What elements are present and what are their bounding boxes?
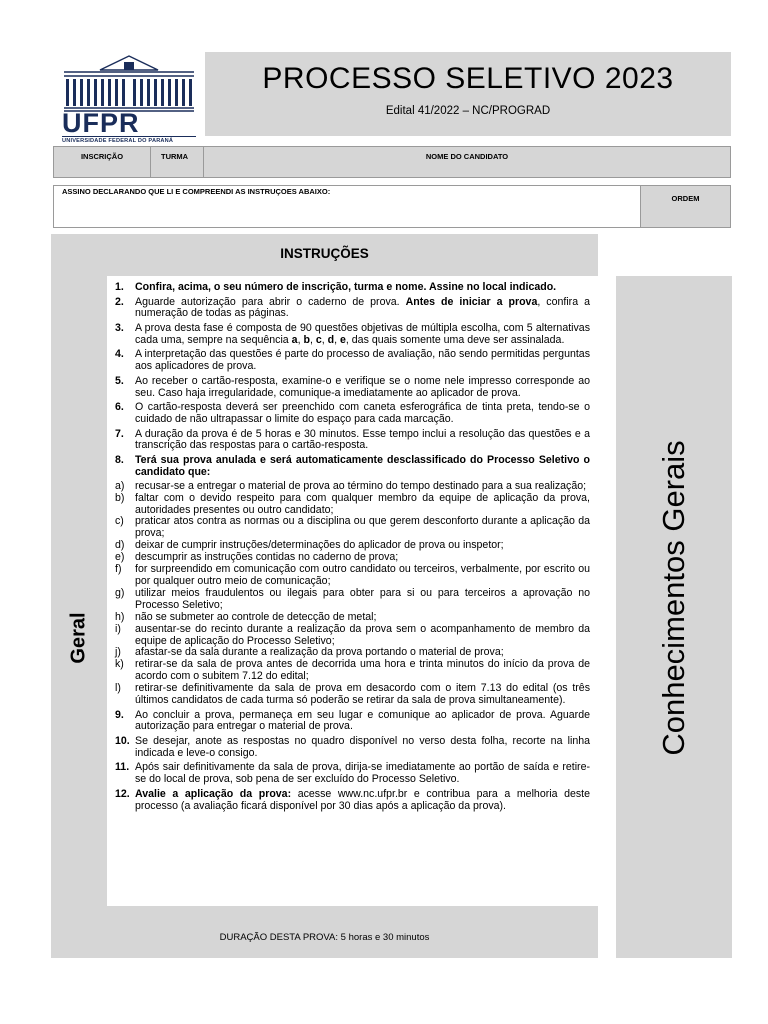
signature-label: ASSINO DECLARANDO QUE LI E COMPREENDI AS INSTRUÇOES ABAIXO: bbox=[62, 187, 331, 196]
sub-text: ausentar-se do recinto durante a realização da prova sem o acompanhamento de membro da equipe de aplicação do Processo Seletivo; bbox=[135, 622, 590, 647]
exam-duration: DURAÇÃO DESTA PROVA: 5 horas e 30 minutos bbox=[219, 932, 430, 943]
sub-text: retirar-se da sala de prova antes de decorrida uma hora e trinta minutos do início da prova de acordo com o subitem 7.12 do edital; bbox=[135, 658, 590, 683]
item-number: 5. bbox=[115, 374, 124, 387]
item-number: 6. bbox=[115, 401, 124, 414]
sub-text: não se submeter ao controle de detecção de metal; bbox=[135, 610, 377, 623]
instruction-item bbox=[115, 429, 590, 453]
sub-item bbox=[115, 683, 590, 707]
instruction-item bbox=[115, 455, 590, 707]
sub-letter: l) bbox=[115, 682, 121, 695]
instruction-item bbox=[115, 297, 590, 321]
item-text: Se desejar, anote as respostas no quadro disponível no verso desta folha, recorte na linha indicada e leve-o consigo. bbox=[135, 734, 590, 759]
item-text-bold: Antes de iniciar a prova bbox=[405, 295, 538, 308]
logo-university-name: UNIVERSIDADE FEDERAL DO PARANÁ bbox=[62, 136, 196, 144]
alt-letter: b bbox=[303, 333, 310, 346]
subject-label: Conhecimentos Gerais bbox=[656, 440, 691, 756]
edital-subtitle: Edital 41/2022 – NC/PROGRAD bbox=[385, 105, 551, 117]
side-label-container bbox=[51, 274, 107, 914]
item-text: Terá sua prova anulada e será automaticamente desclassificado do Processo Seletivo o candidato que: bbox=[135, 453, 590, 478]
signature-row[interactable] bbox=[53, 185, 731, 228]
sub-letter: f) bbox=[115, 563, 122, 576]
instruction-item bbox=[115, 402, 590, 426]
sub-letter: c) bbox=[115, 515, 124, 528]
alt-letter: e bbox=[340, 333, 346, 346]
sub-text: descumprir as instruções contidas no caderno de prova; bbox=[135, 551, 399, 564]
subject-panel bbox=[616, 276, 732, 958]
instruction-item bbox=[115, 736, 590, 760]
alt-letter: a bbox=[291, 333, 298, 346]
sub-text: for surpreendido em comunicação com outro candidato ou terceiros, verbalmente, por escrito ou por qualquer outro meio de comunicação; bbox=[135, 563, 590, 587]
item-text-bold: Avalie a aplicação da prova: bbox=[135, 787, 292, 800]
sub-letter: h) bbox=[115, 610, 125, 623]
sub-letter: b) bbox=[115, 491, 125, 504]
sub-letter: i) bbox=[115, 622, 121, 635]
item-number: 9. bbox=[115, 708, 124, 721]
sub-item bbox=[115, 564, 590, 588]
sub-item bbox=[115, 659, 590, 683]
turma-field[interactable]: TURMA bbox=[151, 147, 204, 177]
ordem-field[interactable]: ORDEM bbox=[640, 186, 730, 227]
disqualification-list bbox=[115, 481, 590, 707]
item-number: 12. bbox=[115, 787, 130, 800]
sub-text: afastar-se da sala durante a realização da prova portando o material de prova; bbox=[135, 646, 504, 659]
instruction-item bbox=[115, 762, 590, 786]
item-text: A interpretação das questões é parte do processo de avaliação, não sendo permitidas perguntas aos aplicadores de prova. bbox=[135, 348, 590, 373]
header-title-box bbox=[205, 52, 731, 136]
item-text: A prova desta fase é composta de 90 questões objetivas de múltipla escolha, com 5 alternativas cada uma, sempre na sequência bbox=[135, 321, 590, 346]
candidate-fields-row bbox=[53, 146, 731, 178]
instructions-heading: INSTRUÇÕES bbox=[280, 246, 369, 261]
sub-letter: k) bbox=[115, 658, 124, 671]
sub-letter: g) bbox=[115, 586, 125, 599]
side-label-geral: Geral bbox=[67, 612, 90, 664]
sub-text: praticar atos contra as normas ou a disciplina ou que gerem desconforto durante a aplicação da prova; bbox=[135, 515, 590, 540]
sub-item bbox=[115, 493, 590, 517]
item-text: Ao concluir a prova, permaneça em seu lugar e comunique ao aplicador de prova. Aguarde autorização para entregar o material de prova. bbox=[135, 708, 590, 733]
sub-letter: j) bbox=[115, 646, 121, 659]
item-text: acesse www.nc.ufpr.br e contribua para a melhoria deste processo (a avaliação ficará disponível por 30 dias após a aplicação da prova). bbox=[135, 787, 590, 812]
ufpr-logo bbox=[62, 52, 196, 144]
item-number: 11. bbox=[115, 761, 130, 774]
candidate-name-field[interactable]: NOME DO CANDIDATO bbox=[425, 152, 509, 161]
item-number: 2. bbox=[115, 295, 124, 308]
sub-item bbox=[115, 588, 590, 612]
alt-letter: d bbox=[327, 333, 335, 346]
sub-letter: d) bbox=[115, 539, 125, 552]
separator: , bbox=[309, 333, 316, 346]
item-number: 1. bbox=[115, 281, 124, 293]
sub-letter: e) bbox=[115, 551, 125, 564]
sub-text: utilizar meios fraudulentos ou ilegais para obter para si ou para terceiros a aprovação no Processo Seletivo; bbox=[135, 586, 590, 611]
sub-text: deixar de cumprir instruções/determinações do aplicador de prova ou inspetor; bbox=[135, 539, 504, 552]
item-text: A duração da prova é de 5 horas e 30 minutos. Esse tempo inclui a resolução das questões e a transcrição das respostas para o cartão-resposta. bbox=[135, 427, 590, 452]
item-number: 7. bbox=[115, 427, 124, 440]
alt-letter: c bbox=[315, 333, 322, 346]
item-text: Confira, acima, o seu número de inscrição, turma e nome. Assine no local indicado. bbox=[135, 281, 557, 293]
separator: , bbox=[297, 333, 304, 346]
sub-text: faltar com o devido respeito para com qualquer membro da equipe de aplicação da prova, autoridades presentes ou outro candidato; bbox=[135, 491, 590, 516]
item-text: Aguarde autorização para abrir o caderno de prova. bbox=[135, 295, 406, 308]
item-number: 3. bbox=[115, 321, 124, 334]
instruction-item bbox=[115, 349, 590, 373]
separator: , bbox=[321, 333, 328, 346]
instruction-item bbox=[115, 282, 590, 294]
instructions-list bbox=[107, 276, 598, 813]
instructions-content bbox=[107, 276, 598, 906]
item-text: , confira a numeração de todas as páginas. bbox=[135, 295, 590, 320]
item-text: Ao receber o cartão-resposta, examine-o e verifique se o nome nele impresso corresponde ao seu. Caso haja irregularidade, comunique-a imediatamente ao aplicador de prova. bbox=[135, 374, 590, 399]
sub-item bbox=[115, 624, 590, 648]
item-number: 4. bbox=[115, 348, 124, 361]
instructions-panel bbox=[51, 234, 598, 958]
sub-item bbox=[115, 516, 590, 540]
separator: , bbox=[334, 333, 340, 346]
sub-text: recusar-se a entregar o material de prova ao término do tempo destinado para a sua realização; bbox=[135, 479, 587, 492]
instruction-item bbox=[115, 323, 590, 347]
item-number: 8. bbox=[115, 453, 124, 466]
university-building-icon bbox=[62, 52, 196, 112]
instruction-item bbox=[115, 376, 590, 400]
instruction-item bbox=[115, 789, 590, 813]
logo-wordmark: UFPR bbox=[62, 108, 140, 138]
instruction-item bbox=[115, 710, 590, 734]
item-text: , das quais somente uma deve ser assinalada. bbox=[345, 333, 565, 346]
item-number: 10. bbox=[115, 734, 130, 747]
item-text: Após sair definitivamente da sala de prova, dirija-se imediatamente ao portão de saída e retire-se do local de prova, sob pena de ser excluído do Processo Seletivo. bbox=[135, 761, 590, 786]
sub-letter: a) bbox=[115, 479, 125, 492]
inscricao-field[interactable]: INSCRIÇÃO bbox=[54, 147, 151, 177]
item-text: O cartão-resposta deverá ser preenchido com caneta esferográfica de tinta preta, tendo-se o cuidado de não ultrapassar o limite do espaço para cada marcação. bbox=[135, 401, 590, 426]
page-title: PROCESSO SELETIVO 2023 bbox=[262, 62, 674, 95]
sub-text: retirar-se definitivamente da sala de prova em desacordo com o item 7.13 do edital (os três últimos candidatos de cada turma só poderão se retirar da sala de prova simultaneamente). bbox=[135, 682, 590, 707]
